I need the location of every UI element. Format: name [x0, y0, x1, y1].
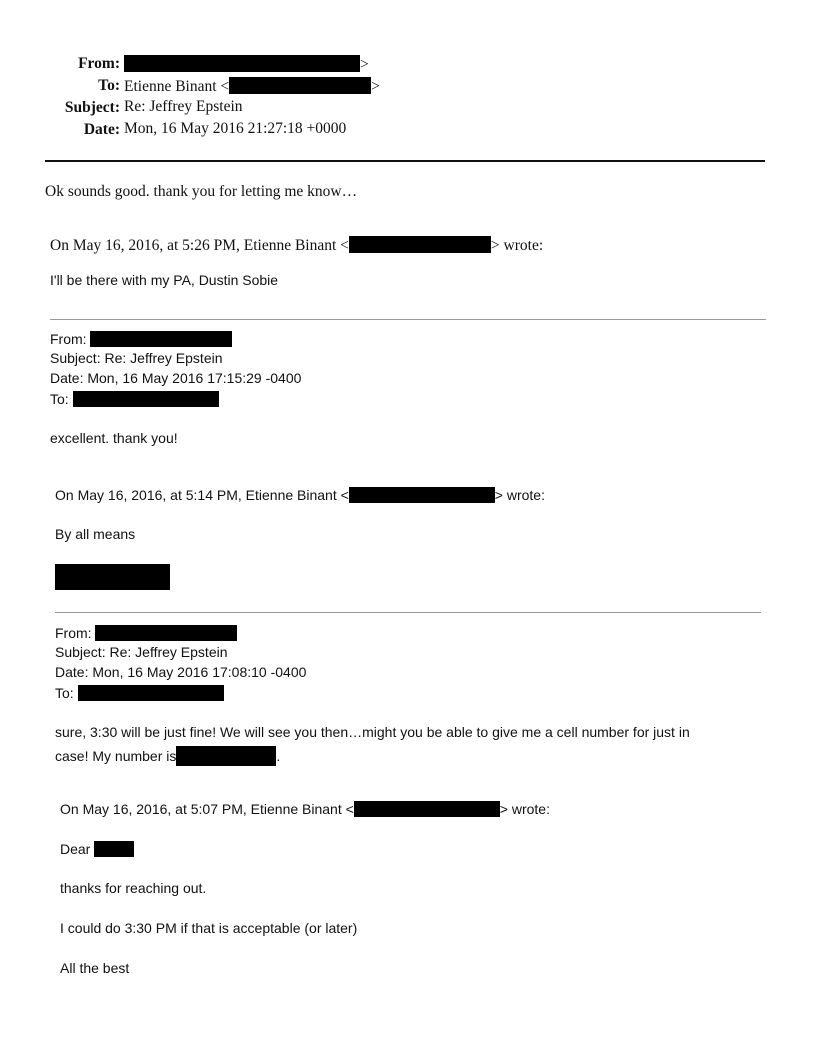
to-label: To: [98, 77, 120, 94]
subject-label: Subject: [64, 99, 120, 116]
quote2-attribution [55, 487, 545, 503]
from-suffix: > [360, 56, 369, 73]
date-label: Date: [83, 121, 120, 138]
msg2-to-label: To: [50, 391, 69, 407]
to-suffix: > [371, 78, 380, 95]
from-value [124, 55, 369, 73]
quote2-divider [55, 612, 761, 613]
msg2-to [50, 391, 219, 407]
redaction-block [229, 77, 371, 94]
quote3-line1: thanks for reaching out. [60, 880, 207, 896]
quote1-attribution [50, 236, 543, 254]
to-name: Etienne Binant < [124, 78, 230, 95]
reply-body: Ok sounds good. thank you for letting me know… [45, 183, 358, 200]
msg2-from-label: From: [50, 331, 87, 347]
quote2-body: By all means [55, 526, 136, 542]
subject-value: Re: Jeffrey Epstein [124, 98, 243, 115]
quote2-attribution-pre: On May 16, 2016, at 5:14 PM, Etienne Binant < [55, 487, 349, 503]
quote3-attribution-post: > wrote: [499, 801, 550, 817]
msg3-body-line2-post: . [276, 748, 281, 764]
msg2-from [50, 331, 232, 347]
redaction-block [349, 487, 495, 503]
quote3-line3: All the best [60, 960, 130, 976]
redaction-block [349, 236, 491, 253]
header-divider [45, 160, 765, 162]
msg3-body-line2-pre: case! My number is [55, 748, 177, 764]
msg3-body-line1: sure, 3:30 will be just fine! We will see you then…might you be able to give me a cell number for just in [55, 724, 690, 740]
redaction-block [176, 746, 276, 766]
msg3-subject: Subject: Re: Jeffrey Epstein [55, 644, 228, 660]
from-label: From: [78, 55, 120, 72]
quote3-line2: I could do 3:30 PM if that is acceptable (or later) [60, 920, 358, 936]
msg2-subject: Subject: Re: Jeffrey Epstein [50, 350, 223, 366]
quote3-greeting-text: Dear [60, 841, 91, 857]
msg3-from-label: From: [55, 625, 92, 641]
redaction-block [354, 801, 500, 817]
quote1-divider [50, 319, 766, 320]
date-value: Mon, 16 May 2016 21:27:18 +0000 [124, 120, 347, 137]
redaction-block [78, 685, 224, 701]
redaction-block [73, 391, 219, 407]
quote3-attribution [60, 801, 550, 817]
msg3-date: Date: Mon, 16 May 2016 17:08:10 -0400 [55, 664, 307, 680]
msg3-to-label: To: [55, 685, 74, 701]
quote1-attribution-post: > wrote: [490, 237, 544, 254]
redaction-block [94, 841, 134, 857]
msg3-from [55, 625, 237, 641]
msg2-date: Date: Mon, 16 May 2016 17:15:29 -0400 [50, 370, 302, 386]
quote3-attribution-pre: On May 16, 2016, at 5:07 PM, Etienne Binant < [60, 801, 354, 817]
msg2-body: excellent. thank you! [50, 430, 178, 446]
redaction-block [95, 625, 237, 641]
signature-redaction [55, 564, 170, 590]
redaction-block [90, 331, 232, 347]
msg3-to [55, 685, 224, 701]
quote3-greeting [60, 841, 134, 857]
quote1-attribution-pre: On May 16, 2016, at 5:26 PM, Etienne Binant < [50, 237, 349, 254]
quote2-attribution-post: > wrote: [494, 487, 545, 503]
msg3-body-line2 [55, 746, 280, 766]
to-value [124, 77, 380, 95]
quote1-body: I'll be there with my PA, Dustin Sobie [50, 272, 279, 288]
redaction-block [124, 55, 360, 72]
